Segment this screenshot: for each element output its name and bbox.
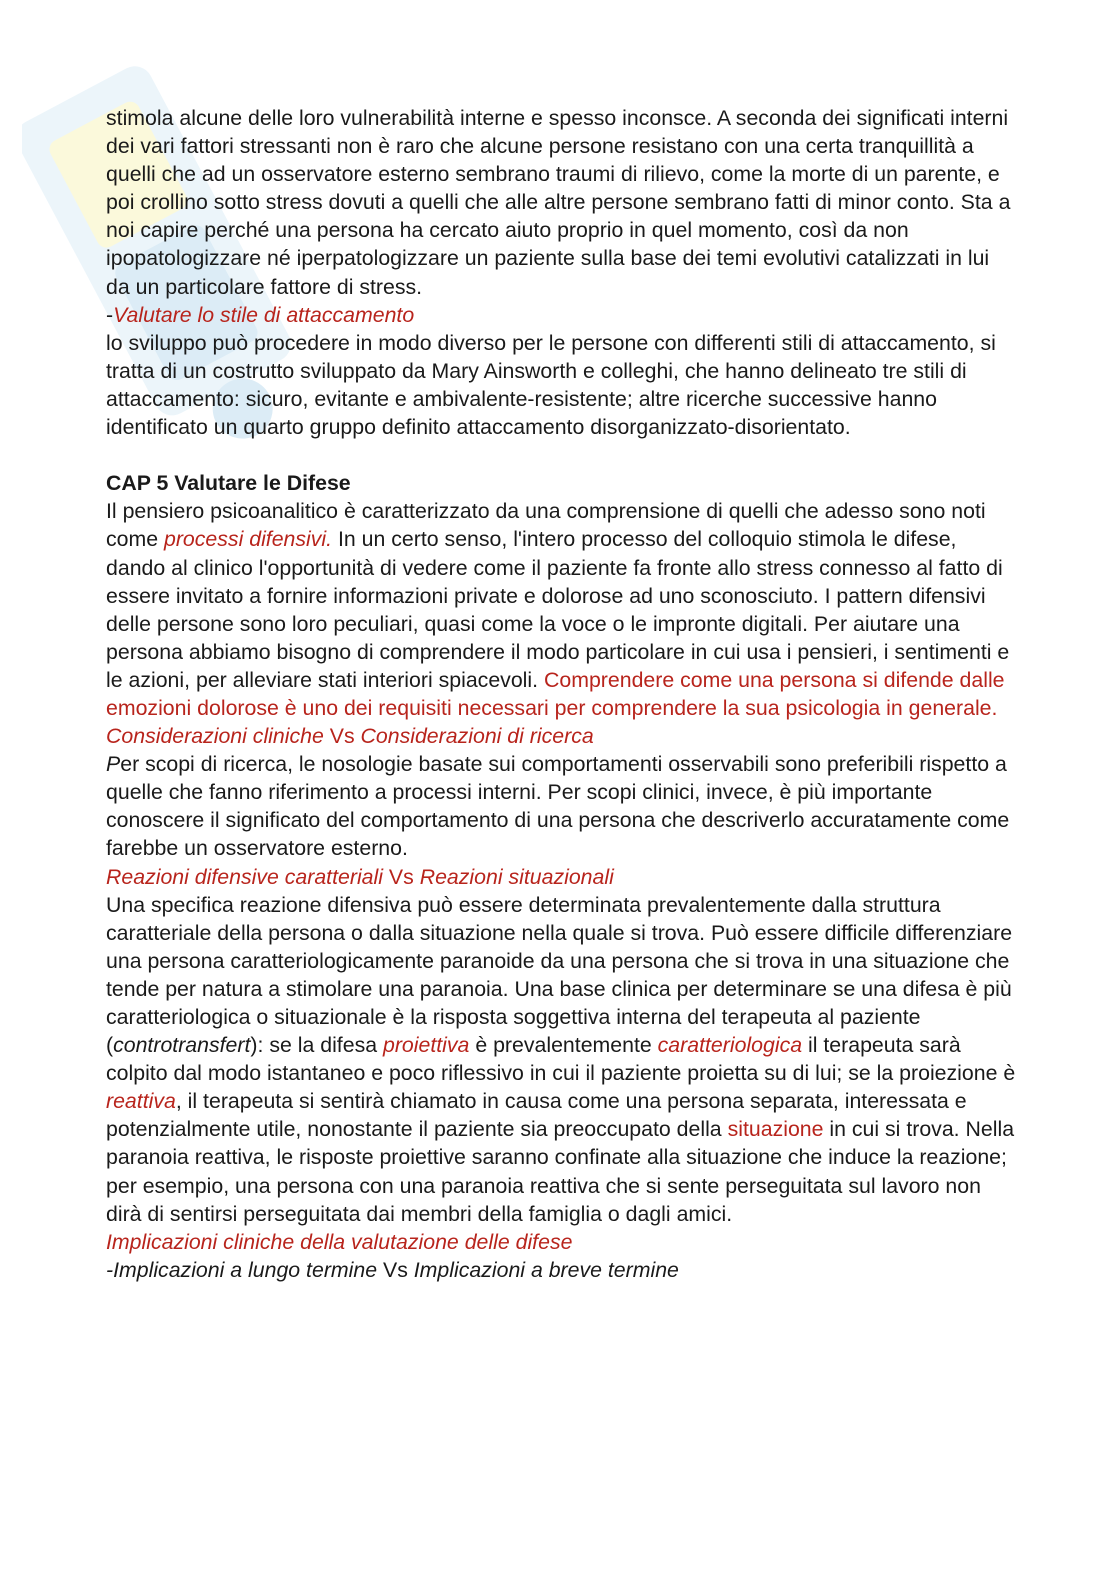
text-run: Una specifica reazione difensiva può essere determinata prevalentemente dalla struttura caratteriale della persona o dalla situazione nella quale si trova. Può essere difficile differenziare una persona caratteriologicamente paranoide da una persona che si trova in una situazione che tende per natura a stimolare una paranoia. Una base clinica per determinare se una difesa è più caratteriologica o situazionale è la risposta soggettiva interna del terapeuta al paziente ( — [106, 892, 1013, 1058]
text-run: ): se la difesa — [250, 1033, 383, 1058]
term-characterological: caratteriologica — [657, 1033, 803, 1058]
text-run: , il terapeuta si sentirà chiamato in causa come una persona separata, interessata e potenzialmente utile, nonostante il paziente sia preoccupato della — [106, 1089, 967, 1142]
character-vs-situational-heading — [106, 863, 1016, 891]
text-run: è prevalentemente — [469, 1033, 658, 1058]
highlight-key-sentence: Comprendere come una persona si difende dalle emozioni dolorose è uno dei requisiti necessari per comprendere la sua psicologia in generale. — [106, 667, 1005, 720]
term-projective: proiettiva — [382, 1033, 470, 1058]
heading-part: Considerazioni di ricerca — [360, 724, 594, 749]
heading-part: Reazioni difensive caratteriali — [106, 864, 383, 889]
text-run: er scopi di ricerca, le nosologie basate sui comportamenti osservabili sono preferibili rispetto a quelle che fanno riferimento a processi interni. Per scopi clinici, invece, è più importante conoscere il significato del comportamento di una persona che descriverlo accuratamente come farebbe un osservatore esterno. — [106, 752, 1010, 861]
attachment-heading-text: Valutare lo stile di attaccamento — [113, 302, 415, 327]
subheading-part: Implicazioni a breve termine — [413, 1257, 679, 1282]
initial-letter: P — [106, 752, 121, 777]
text-run: Il pensiero psicoanalitico è caratterizzato da una comprensione di quelli che adesso sono noti come — [106, 499, 986, 552]
heading-part: Considerazioni cliniche — [106, 724, 324, 749]
implications-heading: Implicazioni cliniche della valutazione delle difese — [106, 1229, 573, 1254]
term-countertransference: controtransfert — [113, 1033, 251, 1058]
subheading-part: -Implicazioni a lungo termine — [106, 1257, 378, 1282]
term-reactive: reattiva — [106, 1089, 176, 1114]
heading-vs: Vs — [323, 724, 361, 749]
clinical-vs-research-heading — [106, 722, 1016, 750]
clinical-vs-research-paragraph — [106, 750, 1016, 862]
subheading-vs: Vs — [377, 1257, 414, 1282]
attachment-heading — [106, 301, 1016, 329]
text-run: il terapeuta sarà colpito dal modo istantaneo e poco riflessivo in cui il paziente proietta su di lui; se la proiezione è — [106, 1033, 1016, 1086]
attachment-paragraph: lo sviluppo può procedere in modo diverso per le persone con differenti stili di attaccamento, si tratta di un costrutto sviluppato da Mary Ainsworth e colleghi, che hanno delineato tre stili di attaccamento: sicuro, evitante e ambivalente-resistente; altre ricerche successive hanno identificato un quarto gruppo definito attaccamento disorganizzato-disorientato. — [106, 330, 996, 440]
text-run: in cui si trova. Nella paranoia reattiva, le risposte proiettive saranno confinate alla situazione che induce la reazione; per esempio, una persona con una paranoia reattiva che si sente perseguitata sul lavoro non dirà di sentirsi perseguitata dai membri della famiglia o dagli amici. — [106, 1117, 1015, 1226]
heading-vs: Vs — [383, 864, 420, 889]
attachment-heading-dash: - — [106, 302, 114, 327]
section-spacer — [106, 441, 1016, 469]
defense-intro-paragraph — [106, 497, 1016, 722]
chapter-title: CAP 5 Valutare le Difese — [106, 471, 351, 496]
heading-part: Reazioni situazionali — [419, 864, 614, 889]
document-page — [106, 104, 1016, 1284]
implications-subheading — [106, 1256, 1016, 1284]
character-vs-situational-paragraph — [106, 891, 1016, 1228]
highlight-defensive-processes: processi difensivi. — [164, 527, 333, 552]
intro-paragraph: stimola alcune delle loro vulnerabilità interne e spesso inconsce. A seconda dei significati interni dei vari fattori stressanti non è raro che alcune persone resistano con una certa tranquillità a quelli che ad un osservatore esterno sembrano traumi di rilievo, come la morte di un parente, e poi crollino sotto stress dovuti a quelli che alle altre persone sembrano fatti di minor conto. Sta a noi capire perché una persona ha cercato aiuto proprio in quel momento, così da non ipopatologizzare né iperpatologizzare un paziente sulla base dei temi evolutivi catalizzati in lui da un particolare fattore di stress. — [106, 106, 1011, 299]
text-run: In un certo senso, l'intero processo del colloquio stimola le difese, dando al clinico l'opportunità di vedere come il paziente fa fronte allo stress connesso al fatto di essere invitato a fornire informazioni private e dolorose ad uno sconosciuto. I pattern difensivi delle persone sono loro peculiari, quasi come la voce o le impronte digitali. Per aiutare una persona abbiamo bisogno di comprendere il modo particolare in cui usa i pensieri, i sentimenti e le azioni, per alleviare stati interiori spiacevoli. — [106, 527, 1010, 692]
term-situation: situazione — [727, 1117, 824, 1142]
